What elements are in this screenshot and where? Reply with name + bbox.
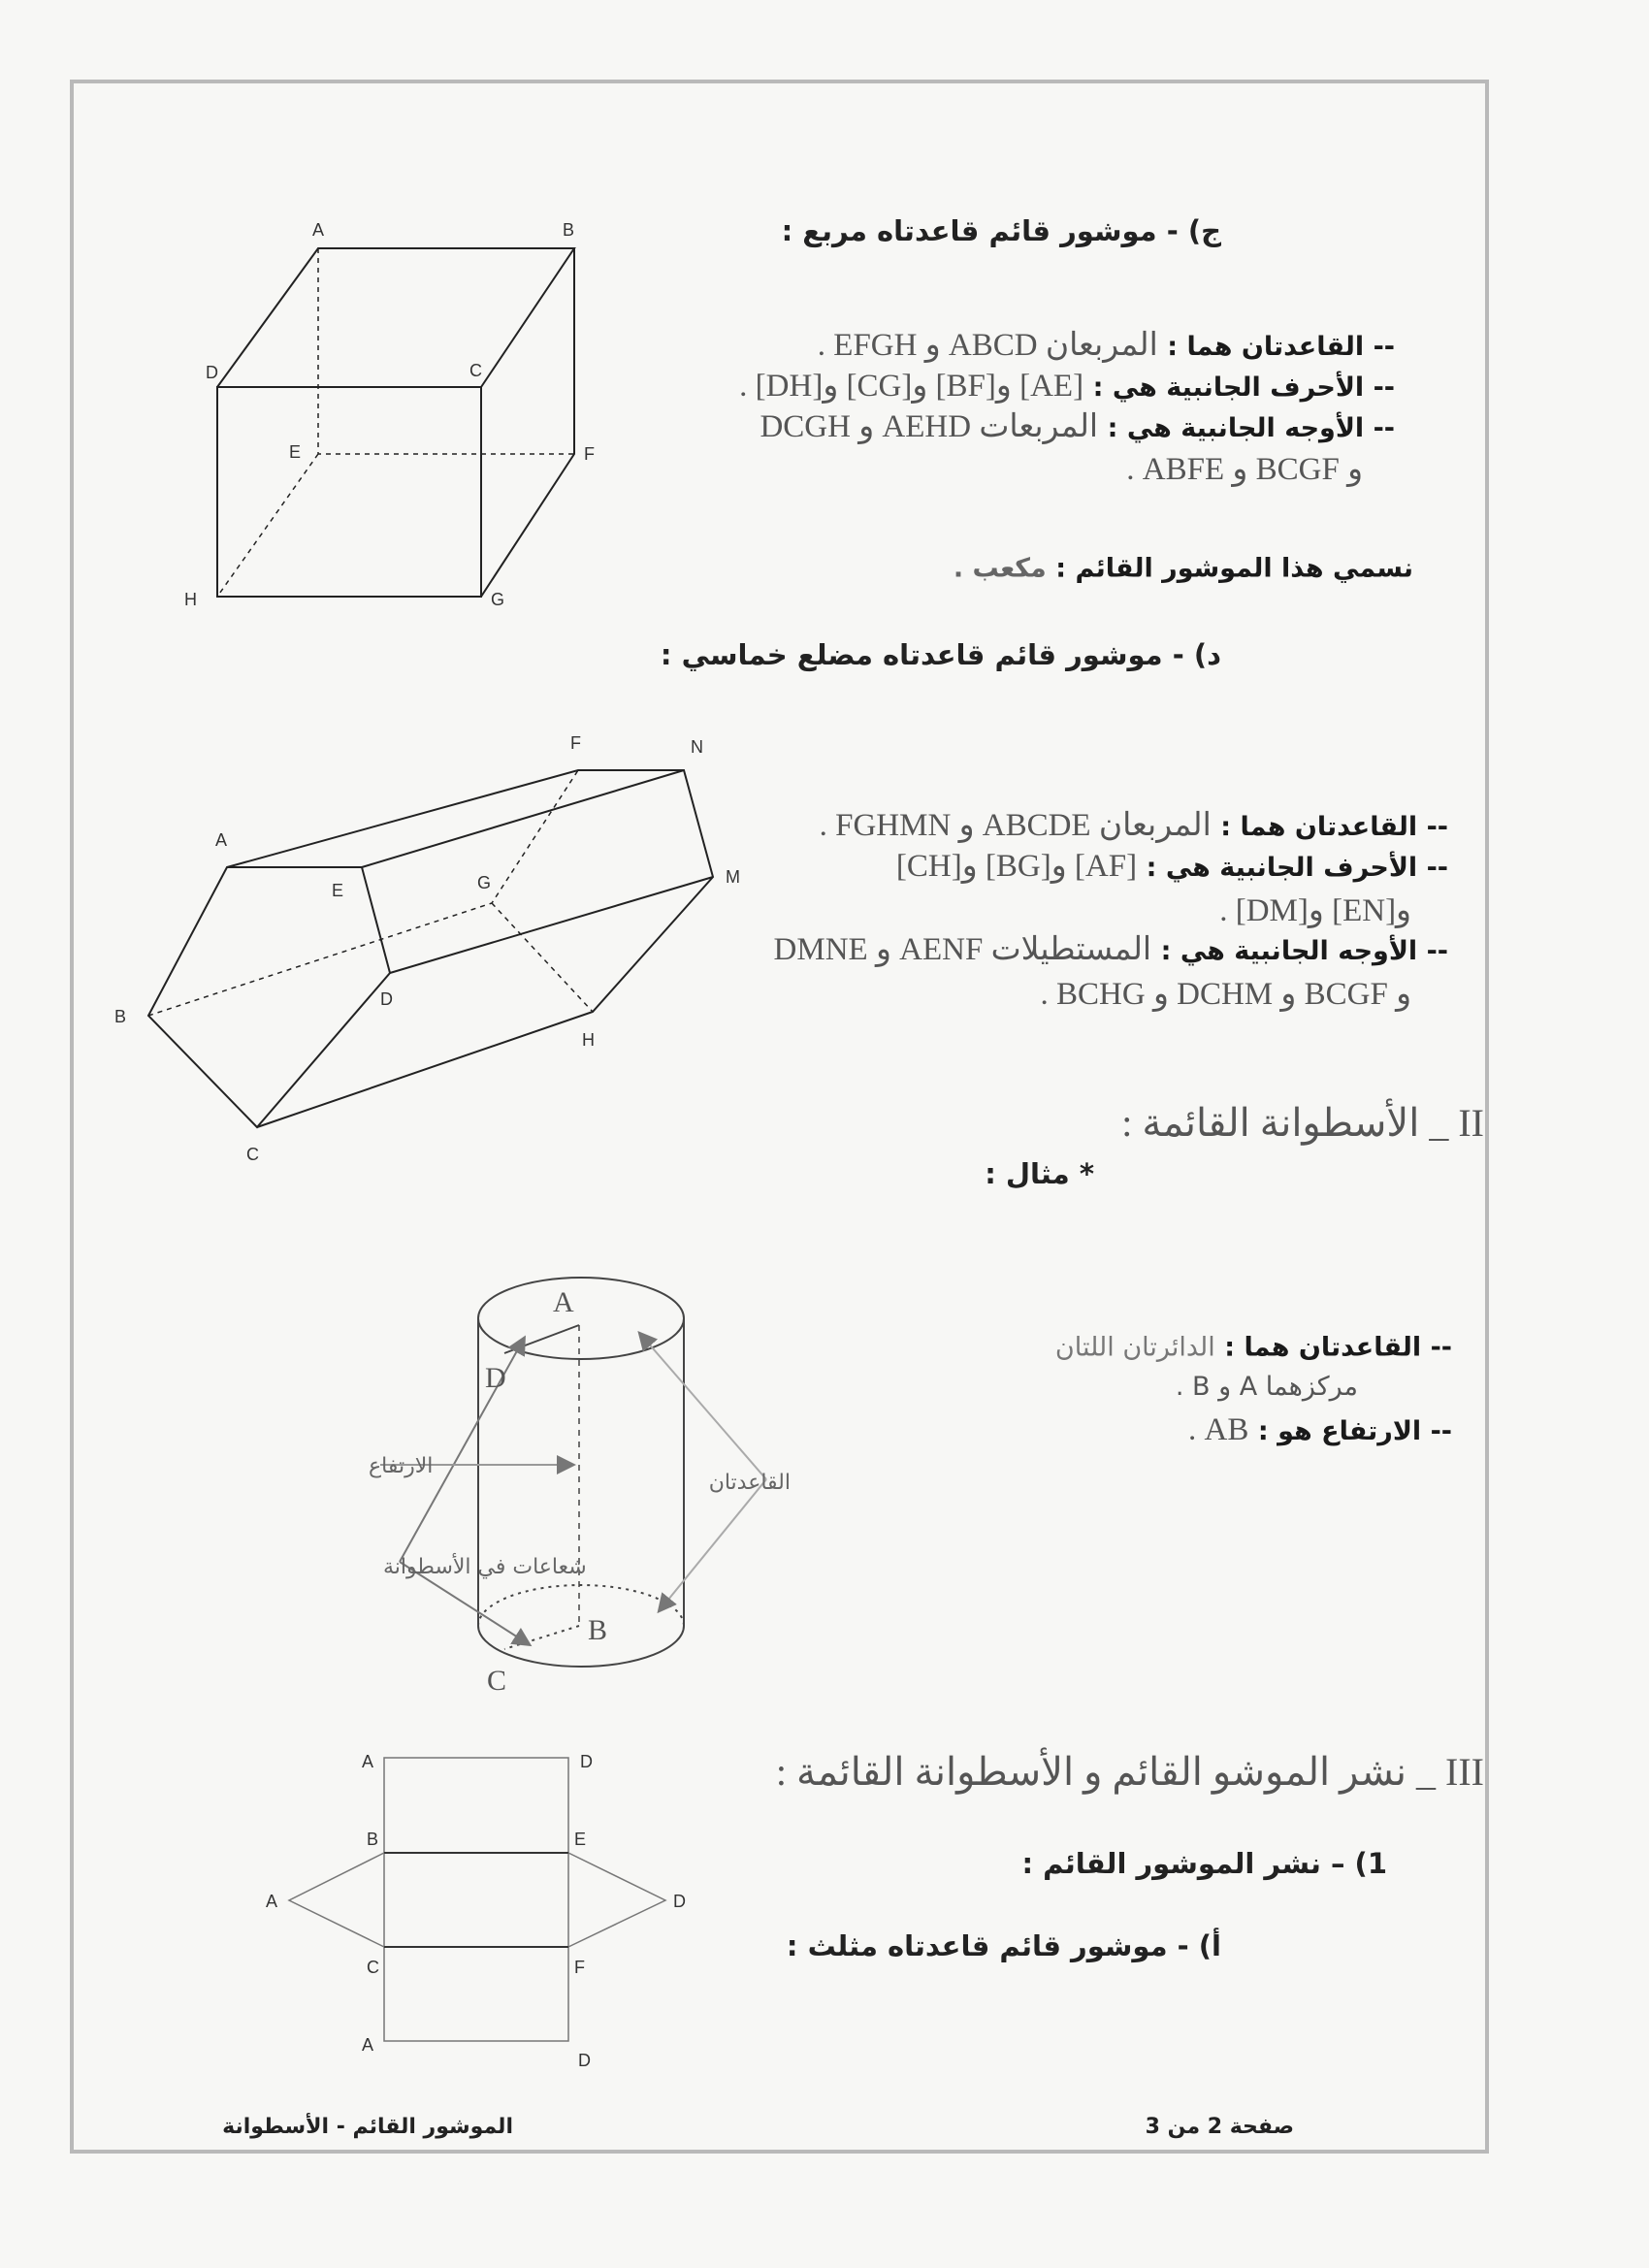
- svg-text:E: E: [574, 1830, 587, 1849]
- footer-title: الموشور القائم - الأسطوانة: [222, 2115, 513, 2139]
- pentagon-edges: -- الأحرف الجانبية هي : [AF] و[BG] و[CH]: [895, 849, 1448, 884]
- svg-text:A: A: [362, 2035, 374, 2055]
- pentagon-labels: [114, 733, 740, 1164]
- svg-text:M: M: [726, 867, 740, 887]
- svg-text:شعاعات في الأسطوانة: شعاعات في الأسطوانة: [383, 1555, 587, 1579]
- pentagon-bases: -- القاعدتان هما : المربعان ABCDE و FGHMN .: [819, 808, 1448, 843]
- svg-text:D: D: [673, 1892, 686, 1911]
- svg-text:الارتفاع: الارتفاع: [369, 1454, 434, 1478]
- cube-diagram: [217, 248, 574, 597]
- pentagon-heading: د) - موشور قائم قاعدتاه مضلع خماسي :: [660, 638, 1221, 671]
- prism-net-diagram: [289, 1758, 665, 2041]
- cylinder-height: -- الارتفاع هو : AB .: [1187, 1412, 1452, 1447]
- pentagon-prism-diagram: [148, 770, 713, 1127]
- pentagon-faces-2: و BCGF و DCHM و BCHG .: [1040, 977, 1411, 1012]
- svg-text:D: D: [578, 2051, 591, 2070]
- svg-text:D: D: [485, 1362, 506, 1394]
- net-sub-a: أ) - موشور قائم قاعدتاه مثلث :: [786, 1929, 1221, 1962]
- cylinder-bases-2: مركزهما A و B .: [1175, 1372, 1358, 1402]
- svg-text:F: F: [574, 1958, 585, 1977]
- svg-text:E: E: [289, 442, 302, 462]
- cube-faces: -- الأوجه الجانبية هي : المربعات AEHD و DCGH: [760, 409, 1395, 444]
- cube-labels: [184, 220, 595, 609]
- svg-text:E: E: [332, 881, 344, 900]
- page-number: صفحة 2 من 3: [1145, 2115, 1294, 2139]
- svg-text:A: A: [215, 830, 228, 850]
- svg-text:C: C: [487, 1665, 507, 1697]
- svg-text:D: D: [580, 1752, 593, 1771]
- svg-text:N: N: [691, 737, 703, 757]
- svg-text:G: G: [491, 590, 505, 609]
- cube-bases: -- القاعدتان هما : المربعان ABCD و EFGH .: [817, 328, 1395, 363]
- svg-text:C: C: [469, 361, 482, 380]
- cube-edges: -- الأحرف الجانبية هي : [AE] و[BF] و[CG] و[DH] .: [739, 369, 1395, 404]
- svg-text:A: A: [362, 1752, 374, 1771]
- svg-text:A: A: [312, 220, 325, 240]
- svg-text:B: B: [588, 1614, 608, 1646]
- cube-heading: ج) - موشور قائم قاعدتاه مربع :: [781, 214, 1221, 247]
- svg-text:D: D: [206, 363, 218, 382]
- svg-text:A: A: [553, 1286, 574, 1318]
- svg-text:C: C: [367, 1958, 379, 1977]
- pentagon-faces: -- الأوجه الجانبية هي : المستطيلات AENF و DMNE: [773, 932, 1448, 967]
- svg-text:B: B: [114, 1007, 127, 1026]
- svg-text:B: B: [367, 1830, 379, 1849]
- svg-text:القاعدتان: القاعدتان: [708, 1471, 791, 1495]
- cylinder-bases: -- القاعدتان هما : الدائرتان اللتان: [1054, 1332, 1452, 1363]
- net-title: III _ نشر الموشو القائم و الأسطوانة القائمة :: [775, 1750, 1484, 1794]
- svg-text:A: A: [266, 1892, 278, 1911]
- cylinder-example: * مثال :: [985, 1157, 1094, 1190]
- svg-text:D: D: [380, 989, 393, 1009]
- svg-text:B: B: [563, 220, 575, 240]
- svg-text:F: F: [584, 444, 595, 464]
- cylinder-title: II _ الأسطوانة القائمة :: [1121, 1101, 1484, 1145]
- svg-text:H: H: [582, 1030, 595, 1050]
- net-sub1: 1) – نشر الموشور القائم :: [1021, 1847, 1387, 1880]
- cube-faces-2: و BCGF و ABFE .: [1126, 452, 1363, 487]
- svg-text:H: H: [184, 590, 197, 609]
- pentagon-edges-2: و[EN] و[DM] .: [1219, 893, 1411, 928]
- net-labels: [266, 1752, 686, 2070]
- cube-name: نسمي هذا الموشور القائم : مكعب .: [953, 553, 1413, 584]
- svg-text:G: G: [477, 873, 492, 892]
- svg-text:C: C: [246, 1145, 259, 1164]
- svg-text:F: F: [570, 733, 581, 753]
